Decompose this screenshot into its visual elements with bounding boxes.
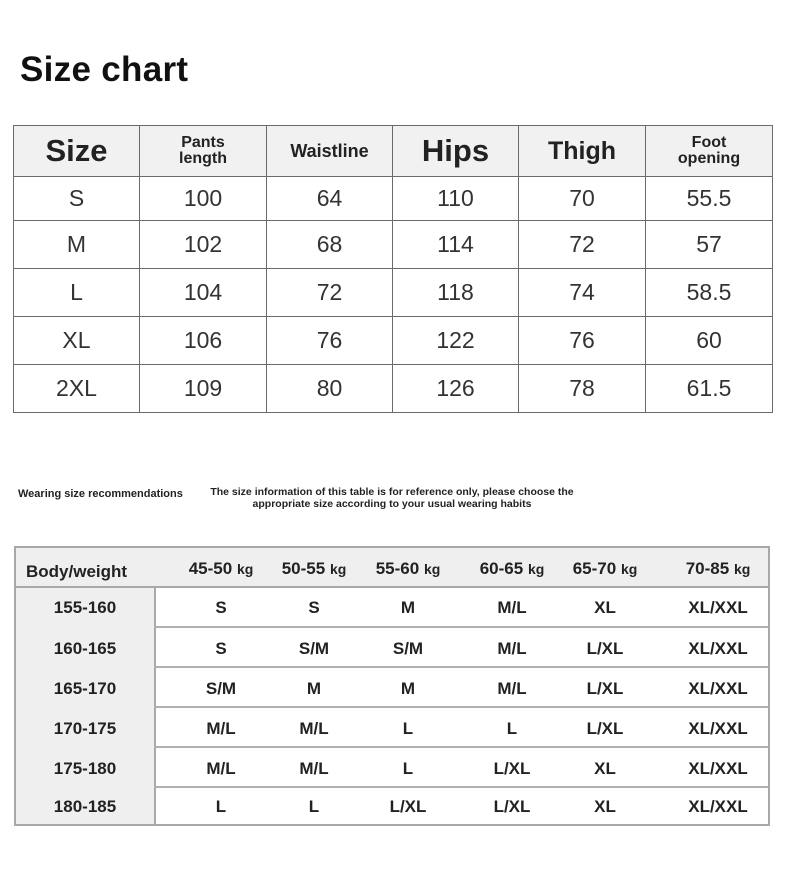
cell-waistline: 80 — [267, 365, 393, 413]
cell-thigh: 74 — [519, 269, 646, 317]
height-range: 160-165 — [53, 639, 117, 658]
cell-pants-length: 106 — [140, 317, 267, 365]
header-foot-opening: Foot opening — [646, 126, 773, 177]
cell-thigh: 76 — [519, 317, 646, 365]
cell-waistline: 76 — [267, 317, 393, 365]
table-row — [14, 317, 773, 365]
recommended-size: S — [215, 639, 227, 658]
cell-hips: 118 — [393, 269, 519, 317]
cell-hips: 126 — [393, 365, 519, 413]
cell-size: XL — [14, 317, 140, 365]
row-divider — [154, 746, 768, 748]
recommended-size: M — [400, 598, 416, 617]
cell-foot-opening: 55.5 — [646, 177, 773, 221]
cell-hips: 122 — [393, 317, 519, 365]
table-row — [14, 269, 773, 317]
weight-unit: kg — [527, 561, 545, 577]
recommended-size: XL — [594, 797, 616, 816]
cell-foot-opening: 60 — [646, 317, 773, 365]
cell-hips: 114 — [393, 221, 519, 269]
table-row — [14, 365, 773, 413]
weight-header — [555, 559, 655, 579]
weight-range: 55-60 — [375, 559, 420, 578]
cell-foot-opening: 57 — [646, 221, 773, 269]
recommended-size: L/XL — [586, 639, 624, 658]
height-range: 155-160 — [53, 598, 117, 617]
recommended-size: XL/XXL — [688, 679, 748, 698]
weight-header — [171, 559, 271, 579]
weight-unit: kg — [329, 561, 347, 577]
weight-unit: kg — [620, 561, 638, 577]
corner-label: Body/weight — [26, 562, 128, 581]
recommendation-heading: Wearing size recommendations — [18, 488, 183, 500]
recommended-size: XL/XXL — [688, 759, 748, 778]
recommended-size: M/L — [497, 679, 527, 698]
recommended-size: L — [402, 759, 414, 778]
table-row — [14, 177, 773, 221]
cell-pants-length: 100 — [140, 177, 267, 221]
recommended-size: S/M — [205, 679, 237, 698]
size-table-header-row — [14, 126, 773, 177]
cell-foot-opening: 58.5 — [646, 269, 773, 317]
cell-thigh: 70 — [519, 177, 646, 221]
recommended-size: M/L — [206, 719, 236, 738]
page-title: Size chart — [20, 50, 189, 89]
recommended-size: L/XL — [493, 797, 531, 816]
recommended-size: L — [506, 719, 518, 738]
cell-foot-opening: 61.5 — [646, 365, 773, 413]
recommended-size: M/L — [299, 759, 329, 778]
recommended-size: XL/XXL — [688, 719, 748, 738]
weight-range: 50-55 — [281, 559, 326, 578]
recommended-size: S/M — [298, 639, 330, 658]
header-waistline: Waistline — [267, 126, 393, 177]
cell-size: S — [14, 177, 140, 221]
height-range: 175-180 — [53, 759, 117, 778]
cell-size: M — [14, 221, 140, 269]
cell-thigh: 72 — [519, 221, 646, 269]
recommended-size: S/M — [392, 639, 424, 658]
row-divider — [154, 786, 768, 788]
table-row — [14, 221, 773, 269]
recommended-size: L/XL — [389, 797, 427, 816]
recommended-size: M/L — [299, 719, 329, 738]
height-range: 170-175 — [53, 719, 117, 738]
recommended-size: S — [215, 598, 227, 617]
weight-header — [668, 559, 768, 579]
cell-waistline: 72 — [267, 269, 393, 317]
cell-hips: 110 — [393, 177, 519, 221]
recommended-size: M — [400, 679, 416, 698]
weight-header — [358, 559, 458, 579]
cell-size: 2XL — [14, 365, 140, 413]
size-recommendation-table — [14, 546, 770, 826]
recommended-size: L/XL — [586, 719, 624, 738]
size-chart-table — [13, 125, 773, 413]
recommended-size: XL — [594, 598, 616, 617]
cell-pants-length: 102 — [140, 221, 267, 269]
recommended-size: M/L — [206, 759, 236, 778]
weight-range: 70-85 — [685, 559, 730, 578]
header-hips: Hips — [393, 126, 519, 177]
recommended-size: XL/XXL — [688, 598, 748, 617]
recommended-size: S — [308, 598, 320, 617]
recommended-size: XL/XXL — [688, 797, 748, 816]
weight-range: 65-70 — [572, 559, 617, 578]
weight-range: 45-50 — [188, 559, 233, 578]
header-size: Size — [14, 126, 140, 177]
recommended-size: L — [215, 797, 227, 816]
row-divider — [154, 666, 768, 668]
height-range: 165-170 — [53, 679, 117, 698]
recommended-size: M — [306, 679, 322, 698]
cell-pants-length: 104 — [140, 269, 267, 317]
cell-size: L — [14, 269, 140, 317]
recommended-size: L/XL — [586, 679, 624, 698]
weight-header — [462, 559, 562, 579]
weight-header — [264, 559, 364, 579]
recommended-size: L — [308, 797, 320, 816]
cell-waistline: 64 — [267, 177, 393, 221]
header-thigh: Thigh — [519, 126, 646, 177]
weight-unit: kg — [423, 561, 441, 577]
recommended-size: XL/XXL — [688, 639, 748, 658]
cell-pants-length: 109 — [140, 365, 267, 413]
height-range: 180-185 — [53, 797, 117, 816]
row-divider — [154, 706, 768, 708]
cell-thigh: 78 — [519, 365, 646, 413]
header-pants-length: Pants length — [140, 126, 267, 177]
recommended-size: M/L — [497, 598, 527, 617]
weight-unit: kg — [236, 561, 254, 577]
weight-unit: kg — [733, 561, 751, 577]
weight-range: 60-65 — [479, 559, 524, 578]
cell-waistline: 68 — [267, 221, 393, 269]
recommended-size: XL — [594, 759, 616, 778]
reference-disclaimer: The size information of this table is for reference only, please choose the appropriate size according to your usual wearing habits — [210, 486, 574, 510]
recommended-size: L — [402, 719, 414, 738]
recommended-size: L/XL — [493, 759, 531, 778]
recommended-size: M/L — [497, 639, 527, 658]
row-divider — [154, 626, 768, 628]
